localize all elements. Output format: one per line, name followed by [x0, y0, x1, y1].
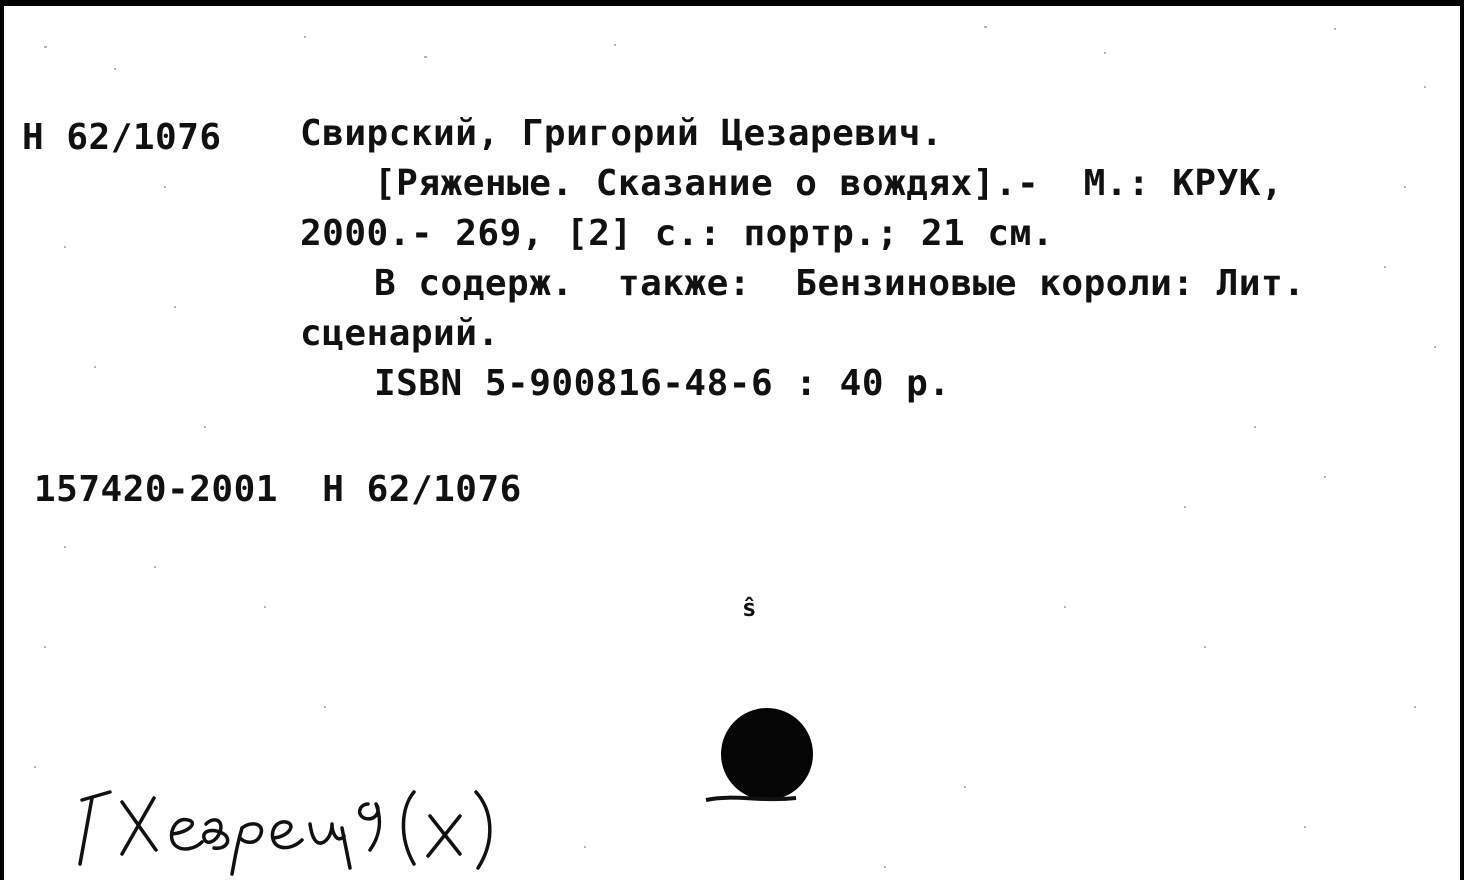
handwritten-note	[64, 776, 534, 876]
imprint-line: 2000.- 269, [2] с.: портр.; 21 см.	[300, 213, 1054, 254]
small-mark: ŝ	[742, 594, 757, 622]
author-line: Свирский, Григорий Цезаревич.	[300, 113, 944, 154]
title-line: [Ряженые. Сказание о вождях].- М.: КРУК,	[374, 163, 1284, 204]
isbn-line: ISBN 5-900816-48-6 : 40 р.	[374, 363, 951, 404]
contents-continuation-line: сценарий.	[300, 313, 500, 354]
punch-hole	[704, 706, 824, 816]
contents-line: В содерж. также: Бензиновые короли: Лит.	[374, 263, 1306, 304]
call-number: Н 62/1076	[22, 117, 222, 158]
inventory-number: 157420-2001 Н 62/1076	[34, 469, 522, 510]
